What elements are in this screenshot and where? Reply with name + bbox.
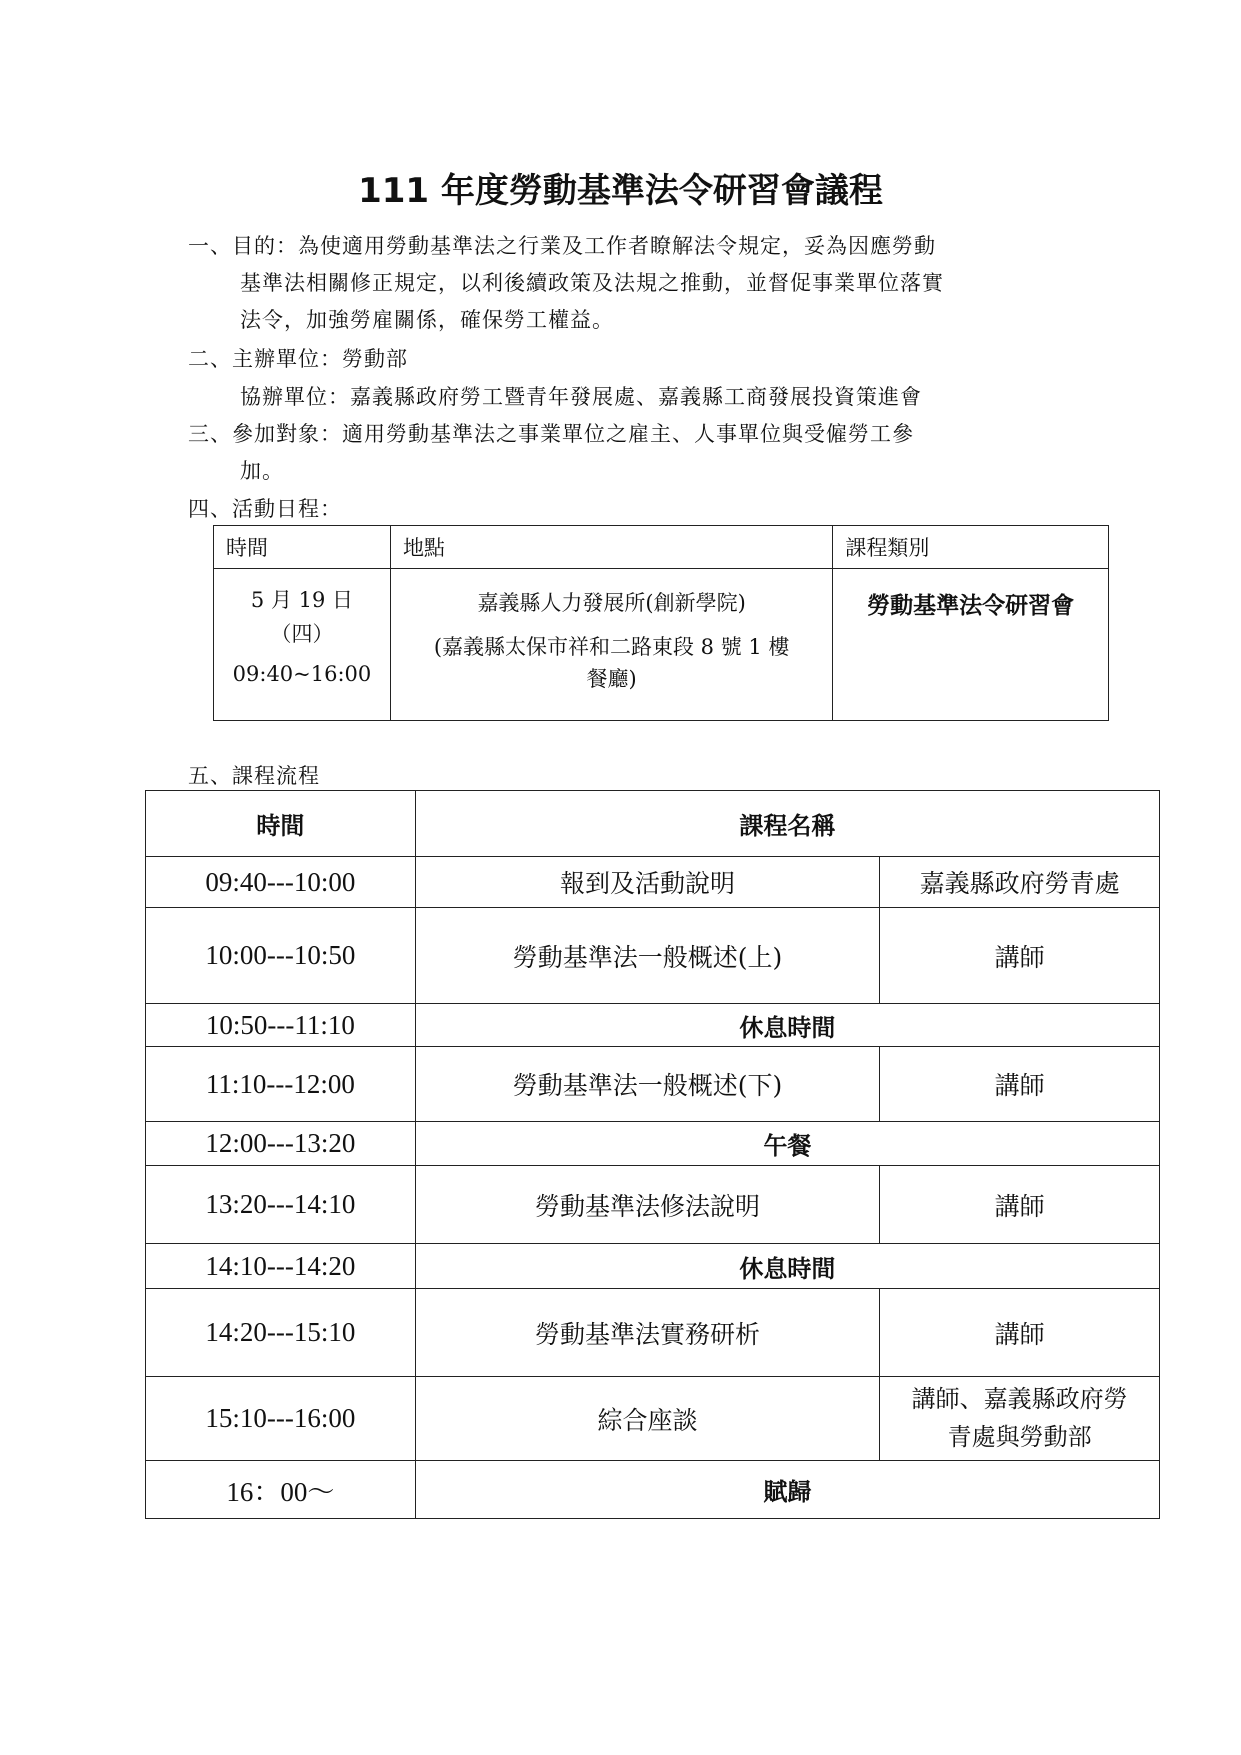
schedule-weekday: （四）	[270, 622, 334, 646]
page-title: 111 年度勞動基準法令研習會議程	[358, 171, 883, 211]
flow-speaker: 講師	[880, 1047, 1160, 1122]
schedule-course-type: 勞動基準法令研習會	[867, 593, 1075, 619]
table-row	[146, 1377, 1160, 1461]
flow-speaker-line-1: 講師、嘉義縣政府勞	[911, 1385, 1128, 1414]
schedule-venue: 嘉義縣人力發展所(創新學院)	[477, 591, 746, 615]
flow-time: 11:10---12:00	[146, 1047, 416, 1122]
flow-speaker-line-2: 青處與勞動部	[947, 1422, 1092, 1451]
flow-course: 勞動基準法一般概述(下)	[415, 1047, 880, 1122]
flow-heading: 五、課程流程	[188, 764, 320, 788]
flow-break: 休息時間	[415, 1244, 1159, 1289]
table-row	[146, 908, 1160, 1004]
co-organizer-line: 協辦單位：嘉義縣政府勞工暨青年發展處、嘉義縣工商發展投資策進會	[240, 385, 922, 409]
schedule-header-category: 課程類別	[833, 526, 1109, 569]
schedule-time-cell	[214, 569, 391, 721]
flow-header-course: 課程名稱	[415, 791, 1159, 857]
table-row	[146, 857, 1160, 908]
flow-course: 勞動基準法一般概述(上)	[415, 908, 880, 1004]
schedule-address-1: (嘉義縣太保市祥和二路東段 8 號 1 樓	[433, 635, 790, 659]
table-row	[146, 1461, 1160, 1519]
schedule-row	[214, 569, 1109, 721]
flow-dismissal: 賦歸	[415, 1461, 1159, 1519]
flow-speaker: 嘉義縣政府勞青處	[880, 857, 1160, 908]
table-row	[146, 1047, 1160, 1122]
table-row	[146, 1122, 1160, 1166]
flow-header-row	[146, 791, 1160, 857]
schedule-header-row	[214, 526, 1109, 569]
flow-course: 報到及活動說明	[415, 857, 880, 908]
flow-header-time: 時間	[146, 791, 416, 857]
flow-speaker: 講師	[880, 1289, 1160, 1377]
organizer-line: 二、主辦單位：勞動部	[188, 347, 408, 371]
flow-lunch: 午餐	[415, 1122, 1159, 1166]
flow-course: 綜合座談	[415, 1377, 880, 1461]
schedule-category-cell	[833, 569, 1109, 721]
flow-time: 10:50---11:10	[146, 1004, 416, 1047]
schedule-place-cell	[390, 569, 832, 721]
course-flow-table	[145, 790, 1160, 1519]
participants-line-1: 三、參加對象：適用勞動基準法之事業單位之雇主、人事單位與受僱勞工參	[188, 422, 914, 446]
flow-time: 09:40---10:00	[146, 857, 416, 908]
schedule-table	[213, 525, 1109, 721]
flow-speaker: 講師	[880, 1166, 1160, 1244]
flow-course: 勞動基準法實務研析	[415, 1289, 880, 1377]
flow-time: 13:20---14:10	[146, 1166, 416, 1244]
table-row	[146, 1004, 1160, 1047]
flow-time: 12:00---13:20	[146, 1122, 416, 1166]
table-row	[146, 1244, 1160, 1289]
table-row	[146, 1289, 1160, 1377]
schedule-address-2: 餐廳)	[586, 667, 637, 691]
flow-speaker: 講師	[880, 908, 1160, 1004]
participants-line-2: 加。	[240, 459, 284, 483]
schedule-header-place: 地點	[390, 526, 832, 569]
flow-time: 10:00---10:50	[146, 908, 416, 1004]
schedule-hours: 09:40~16:00	[232, 662, 372, 686]
schedule-heading: 四、活動日程：	[188, 497, 342, 521]
purpose-line-3: 法令，加強勞雇關係，確保勞工權益。	[240, 308, 614, 332]
flow-speaker	[880, 1377, 1160, 1461]
purpose-line-2: 基準法相關修正規定，以利後續政策及法規之推動，並督促事業單位落實	[240, 271, 944, 295]
flow-time: 16：00～	[146, 1461, 416, 1519]
schedule-header-time: 時間	[214, 526, 391, 569]
flow-time: 15:10---16:00	[146, 1377, 416, 1461]
flow-time: 14:10---14:20	[146, 1244, 416, 1289]
flow-break: 休息時間	[415, 1004, 1159, 1047]
purpose-line-1: 一、目的：為使適用勞動基準法之行業及工作者瞭解法令規定，妥為因應勞動	[188, 234, 936, 258]
schedule-date: 5 月 19 日	[250, 588, 354, 612]
flow-course: 勞動基準法修法說明	[415, 1166, 880, 1244]
table-row	[146, 1166, 1160, 1244]
flow-time: 14:20---15:10	[146, 1289, 416, 1377]
